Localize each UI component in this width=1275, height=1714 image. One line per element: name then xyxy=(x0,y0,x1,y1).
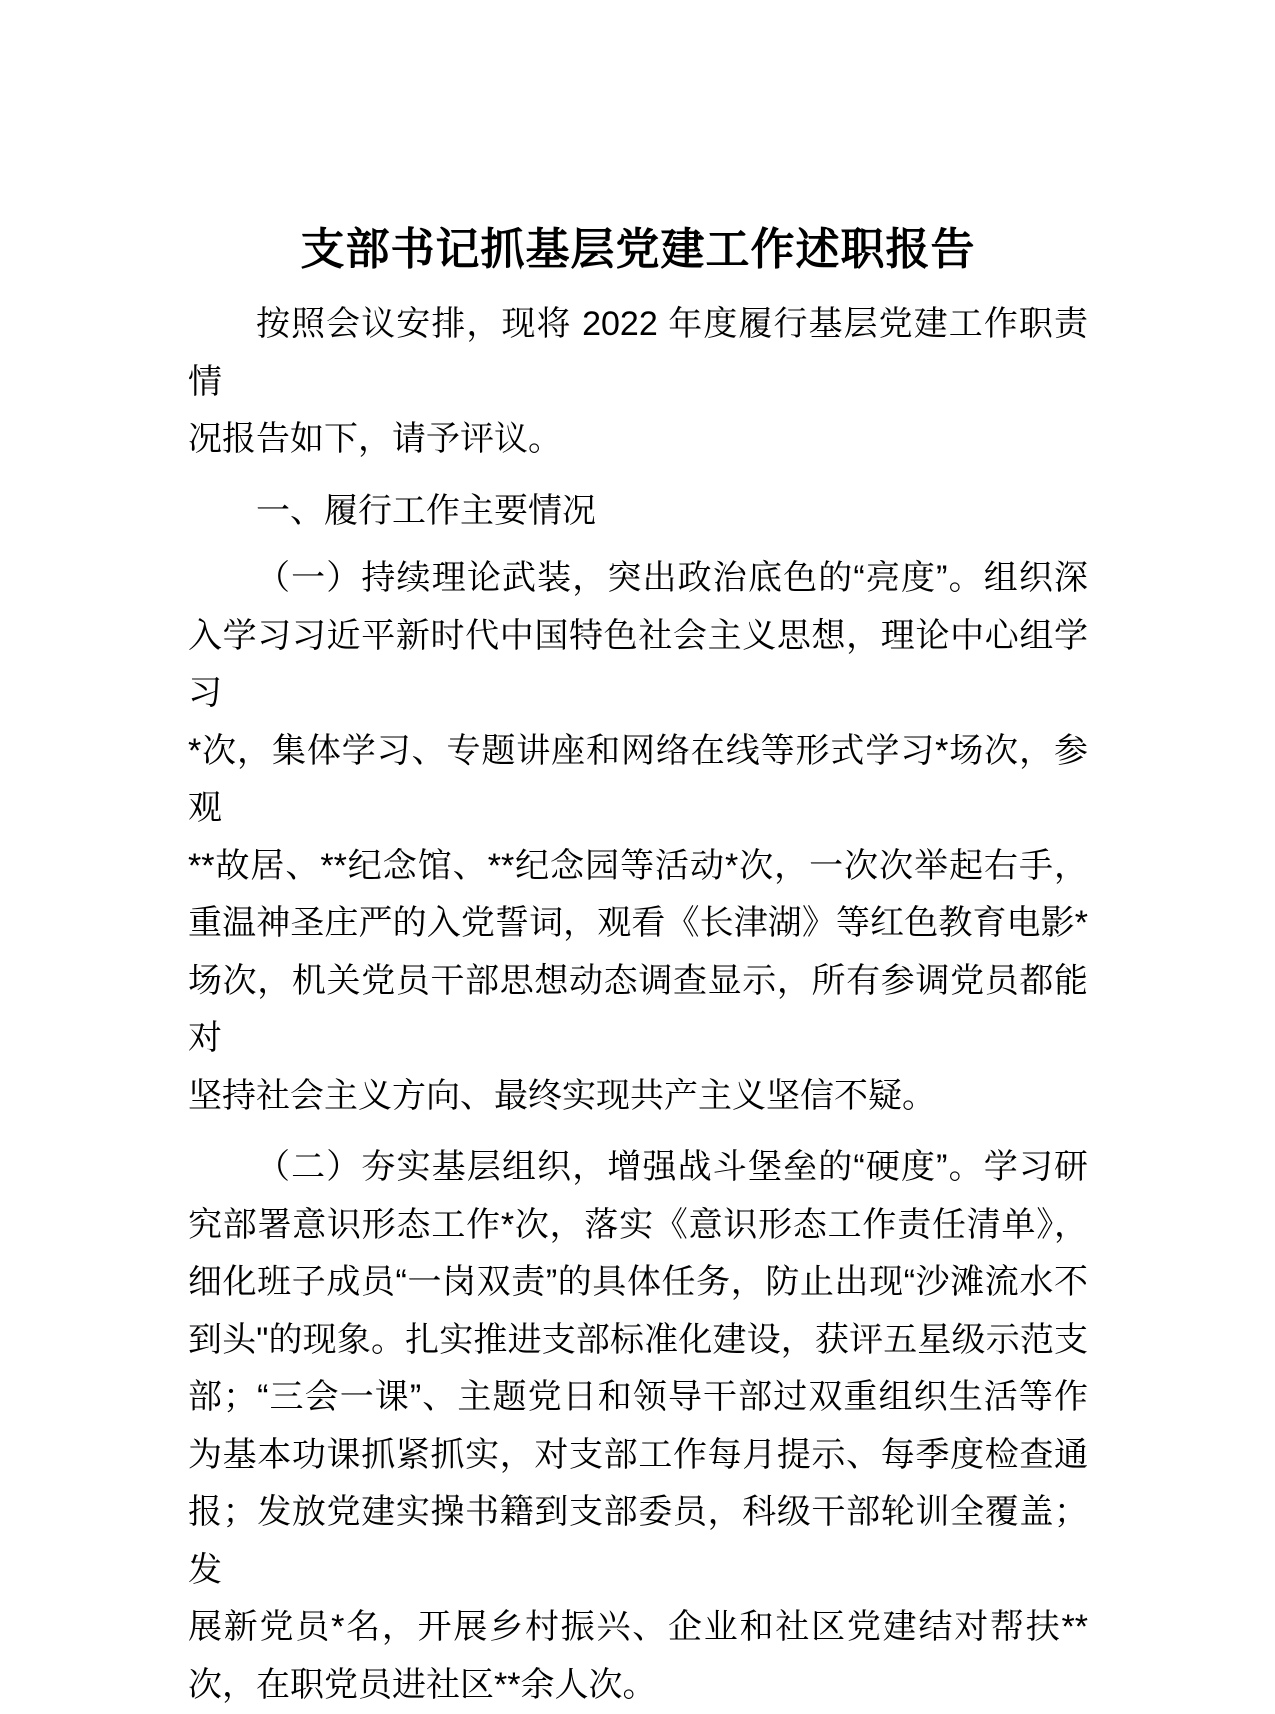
text-line: *次，集体学习、专题讲座和网络在线等形式学习*场次，参观 xyxy=(188,723,1088,838)
paragraph xyxy=(188,296,1088,469)
document-title: 支部书记抓基层党建工作述职报告 xyxy=(188,220,1088,280)
text-line: 入学习习近平新时代中国特色社会主义思想，理论中心组学习 xyxy=(188,608,1088,723)
text-line: 到头"的现象。扎实推进支部标准化建设，获评五星级示范支 xyxy=(188,1312,1088,1370)
text-line: 究部署意识形态工作*次，落实《意识形态工作责任清单》， xyxy=(188,1197,1088,1255)
text-line: 为基本功课抓紧抓实，对支部工作每月提示、每季度检查通 xyxy=(188,1427,1088,1485)
text-line: 部；“三会一课”、主题党日和领导干部过双重组织生活等作 xyxy=(188,1369,1088,1427)
text-line: 况报告如下，请予评议。 xyxy=(188,411,1088,469)
text-line: 场次，机关党员干部思想动态调查显示，所有参调党员都能对 xyxy=(188,953,1088,1068)
text-line: 一、履行工作主要情况 xyxy=(188,483,1088,541)
text-line: （二）夯实基层组织，增强战斗堡垒的“硬度”。学习研 xyxy=(188,1139,1088,1197)
text-line: 次，在职党员进社区**余人次。 xyxy=(188,1657,1088,1714)
text-line: 展新党员*名，开展乡村振兴、企业和社区党建结对帮扶** xyxy=(188,1599,1088,1657)
text-line: （一）持续理论武装，突出政治底色的“亮度”。组织深 xyxy=(188,550,1088,608)
text-line: 报；发放党建实操书籍到支部委员，科级干部轮训全覆盖；发 xyxy=(188,1484,1088,1599)
section-heading xyxy=(188,483,1088,541)
text-line: 坚持社会主义方向、最终实现共产主义坚信不疑。 xyxy=(188,1068,1088,1126)
text-line: 细化班子成员“一岗双责”的具体任务，防止出现“沙滩流水不 xyxy=(188,1254,1088,1312)
document-body xyxy=(188,296,1088,1714)
text-line: **故居、**纪念馆、**纪念园等活动*次，一次次举起右手， xyxy=(188,838,1088,896)
text-line: 重温神圣庄严的入党誓词，观看《长津湖》等红色教育电影* xyxy=(188,895,1088,953)
text-line: 按照会议安排，现将 2022 年度履行基层党建工作职责情 xyxy=(188,296,1088,411)
paragraph xyxy=(188,550,1088,1125)
paragraph xyxy=(188,1139,1088,1714)
